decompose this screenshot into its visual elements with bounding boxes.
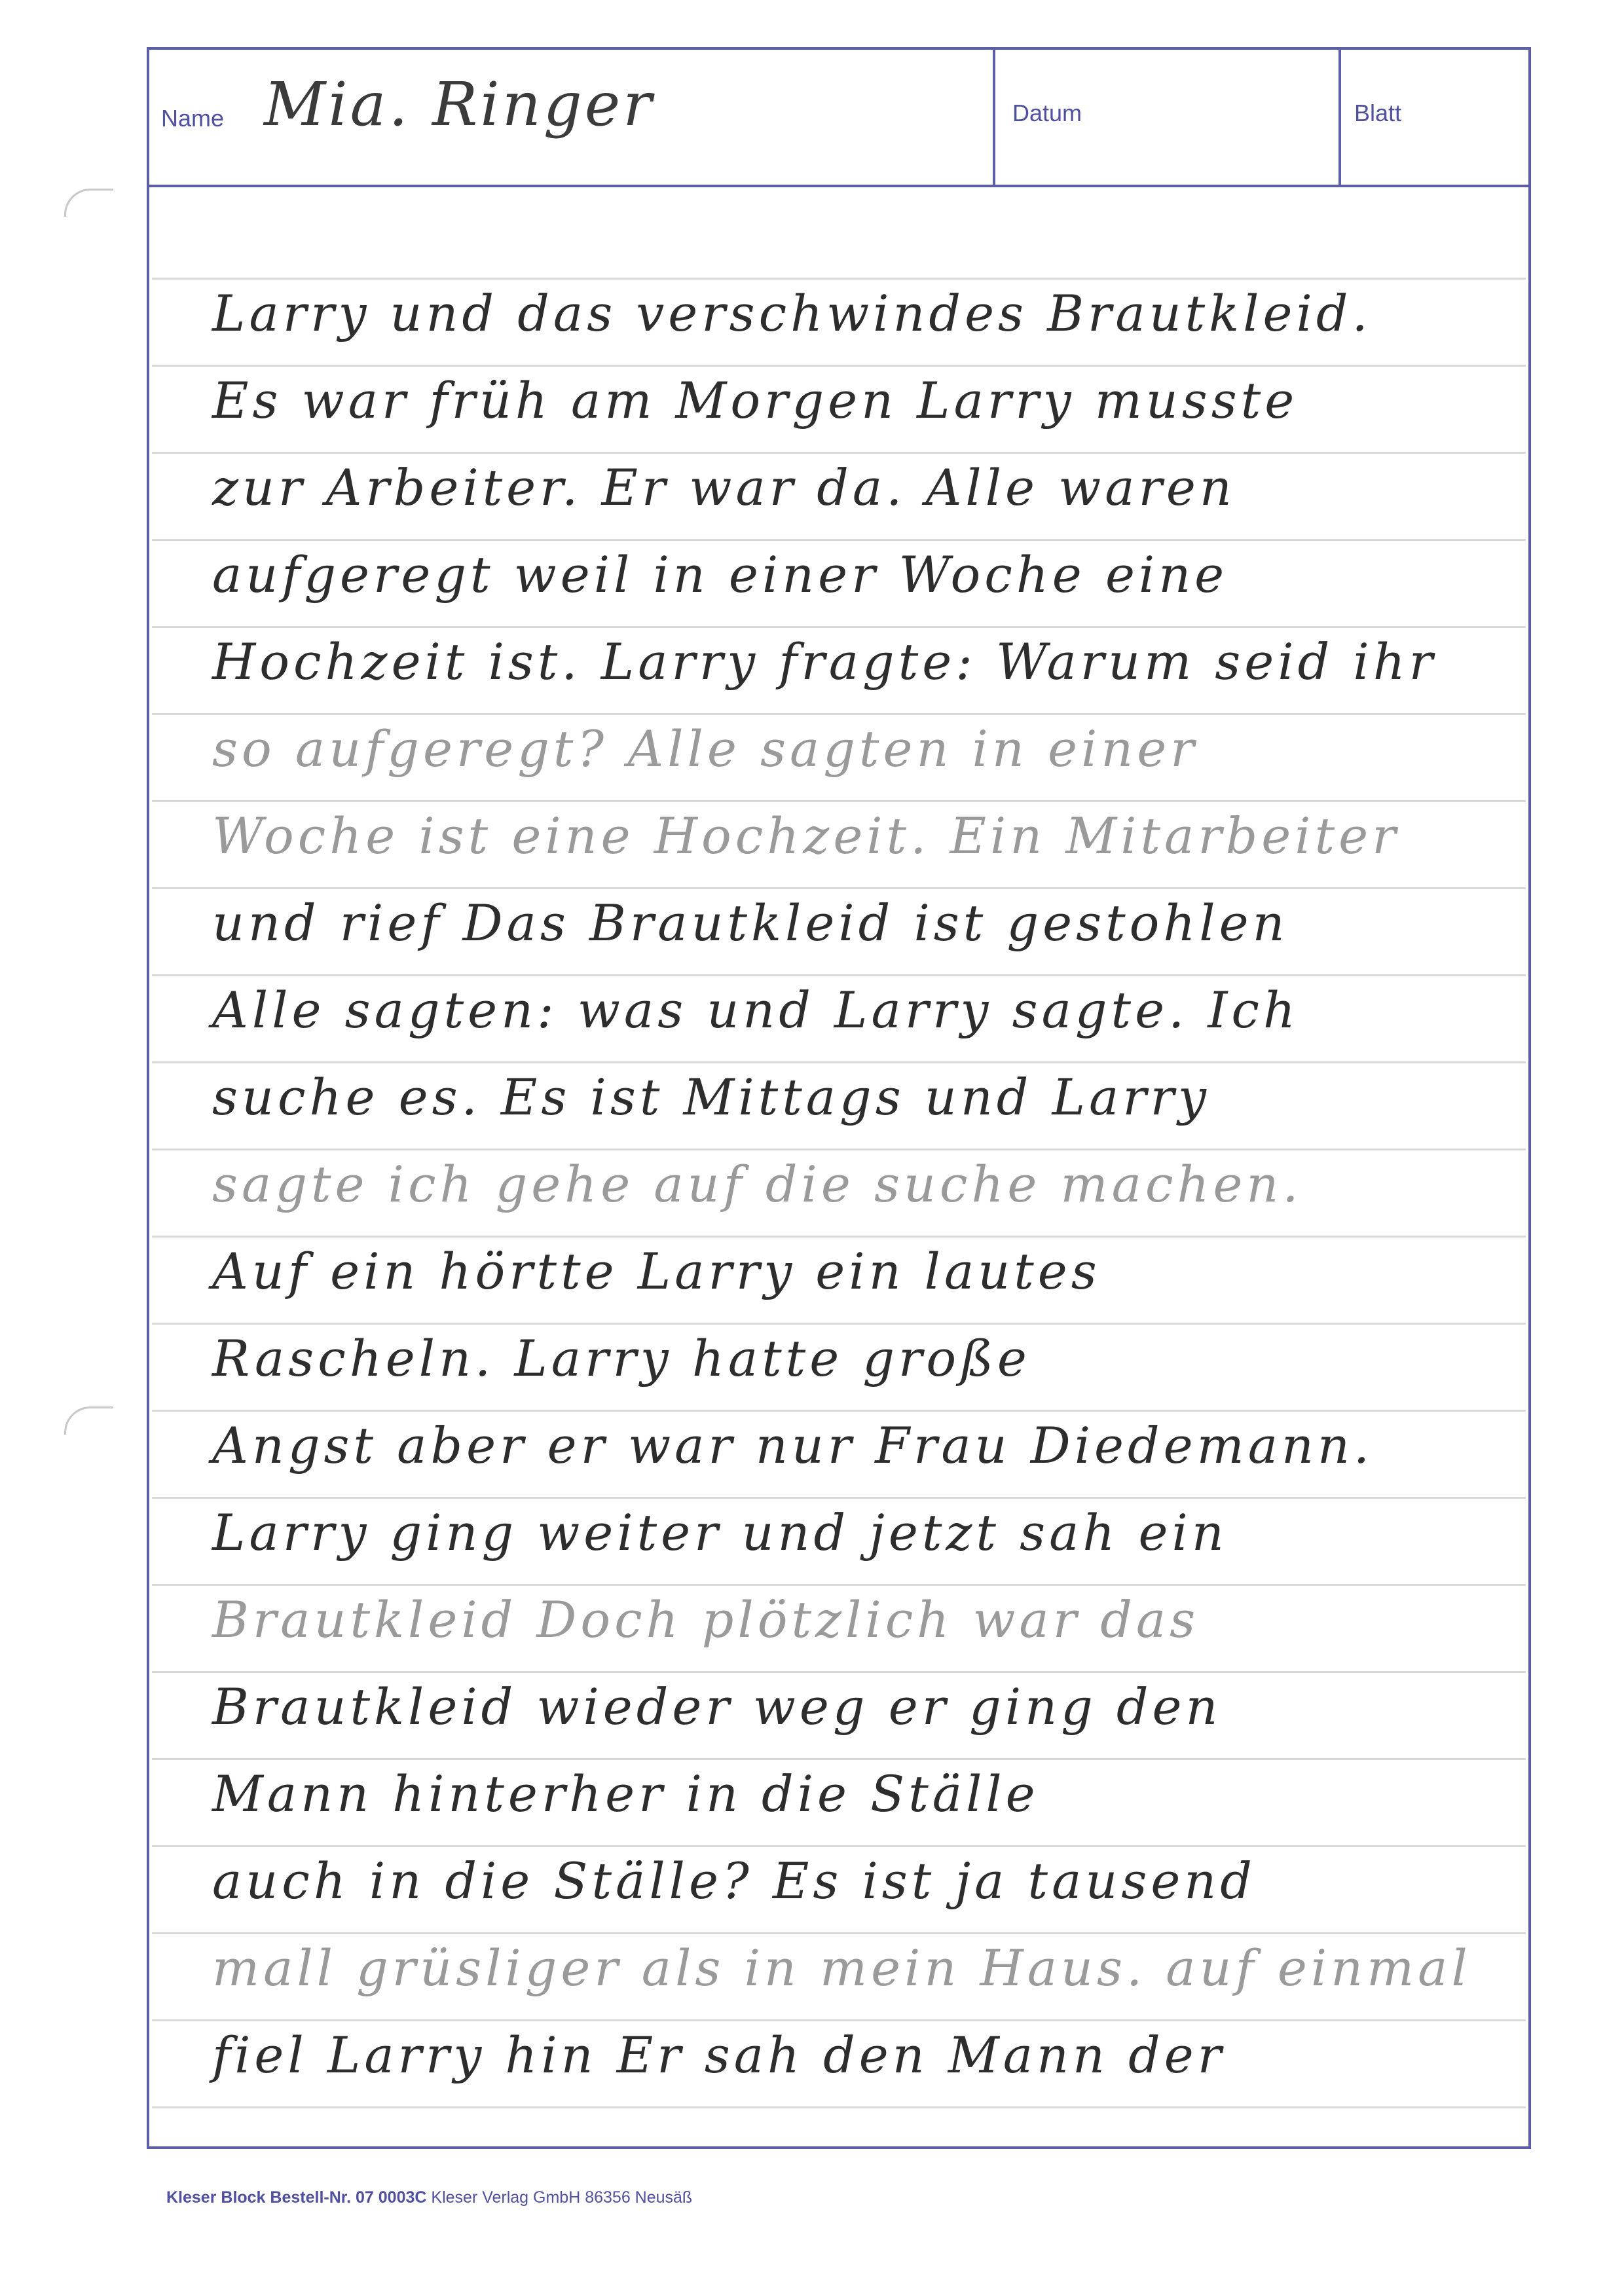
text-line: Larry ging weiter und jetzt sah ein xyxy=(212,1503,1228,1562)
text-line: Auf ein hörtte Larry ein lautes xyxy=(212,1242,1101,1300)
text-line: Brautkleid wieder weg er ging den xyxy=(212,1678,1222,1736)
footer-publisher: Kleser Verlag GmbH 86356 Neusäß xyxy=(431,2188,693,2207)
handwritten-text xyxy=(212,270,1535,2099)
header-divider xyxy=(993,50,995,185)
text-line: Hochzeit ist. Larry fragte: Warum seid ihr xyxy=(212,633,1437,691)
ruled-line xyxy=(152,2106,1526,2108)
text-line: Angst aber er war nur Frau Diedemann. xyxy=(212,1416,1374,1475)
text-line: aufgeregt weil in einer Woche eine xyxy=(212,545,1228,604)
text-line: Mann hinterher in die Ställe xyxy=(212,1765,1039,1823)
sheet-header xyxy=(149,50,1528,187)
text-line: Rascheln. Larry hatte große xyxy=(212,1329,1031,1387)
text-line: zur Arbeiter. Er war da. Alle waren xyxy=(212,458,1236,517)
punch-hole-mark xyxy=(64,189,113,217)
text-line: Woche ist eine Hochzeit. Ein Mitarbeiter xyxy=(212,807,1400,865)
text-line: Larry und das verschwindes Brautkleid. xyxy=(212,284,1372,342)
date-label: Datum xyxy=(1012,100,1082,126)
footer-brand: Kleser Block Bestell-Nr. 07 0003C xyxy=(166,2188,427,2207)
text-line: Es war früh am Morgen Larry musste xyxy=(212,371,1299,430)
header-divider xyxy=(1338,50,1341,185)
text-line: so aufgeregt? Alle sagten in einer xyxy=(212,720,1198,778)
text-line: sagte ich gehe auf die suche machen. xyxy=(212,1155,1302,1213)
name-label: Name xyxy=(161,105,225,132)
punch-hole-mark xyxy=(64,1406,113,1435)
text-line: fiel Larry hin Er sah den Mann der xyxy=(212,2026,1226,2084)
text-line: auch in die Ställe? Es ist ja tausend xyxy=(212,1852,1256,1910)
text-line: mall grüsliger als in mein Haus. auf einmal xyxy=(212,1939,1471,1997)
text-line: Brautkleid Doch plötzlich war das xyxy=(212,1590,1200,1649)
sheet-label: Blatt xyxy=(1354,100,1402,126)
text-line: suche es. Es ist Mittags und Larry xyxy=(212,1068,1210,1126)
sheet-footer xyxy=(166,2188,692,2207)
text-line: und rief Das Brautkleid ist gestohlen xyxy=(212,894,1289,952)
text-line: Alle sagten: was und Larry sagte. Ich xyxy=(212,981,1299,1039)
student-name: Mia. Ringer xyxy=(264,69,655,139)
writing-sheet xyxy=(147,47,1531,2149)
